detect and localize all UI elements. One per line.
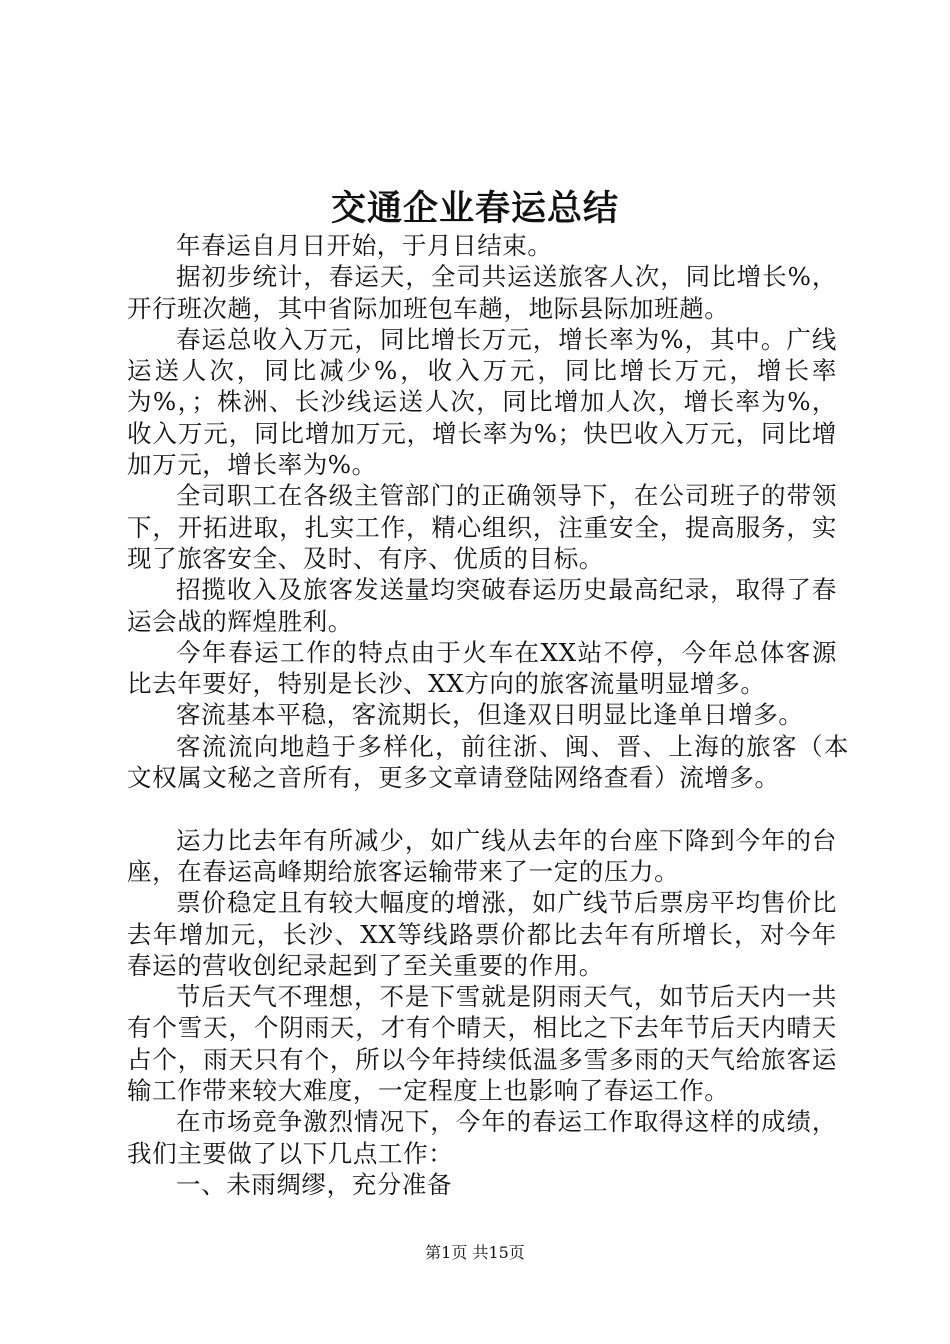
paragraph: 据初步统计，春运天，全司共运送旅客人次，同比增长%，开行班次趟，其中省际加班包车趟，地际县际加班趟。	[127, 262, 837, 323]
paragraph: 招揽收入及旅客发送量均突破春运历史最高纪录，取得了春运会战的辉煌胜利。	[127, 575, 837, 636]
paragraph: 运力比去年有所减少，如广线从去年的台座下降到今年的台座，在春运高峰期给旅客运输带来了一定的压力。	[127, 825, 837, 886]
document-title: 交通企业春运总结	[330, 188, 619, 229]
paragraph: 春运总收入万元，同比增长万元，增长率为%，其中。广线运送人次，同比减少%，收入万元，同比增长万元，增长率为%，；株洲、长沙线运送人次，同比增加人次，增长率为%，收入万元，同比增加万元，增长率为%；快巴收入万元，同比增加万元，增长率为%。	[127, 324, 837, 480]
paragraph: 节后天气不理想，不是下雪就是阴雨天气，如节后天内一共有个雪天，个阴雨天，才有个晴天，相比之下去年节后天内晴天占个，雨天只有个，所以今年持续低温多雪多雨的天气给旅客运输工作带来较大难度，一定程度上也影响了春运工作。	[127, 982, 837, 1106]
paragraph: 客流基本平稳，客流期长，但逢双日明显比逢单日增多。	[176, 700, 804, 730]
paragraph: 年春运自月日开始，于月日结束。	[176, 231, 553, 260]
paragraph: 票价稳定且有较大幅度的增涨，如广线节后票房平均售价比去年增加元，长沙、XX等线路票价都比去年有所增长，对今年春运的营收创纪录起到了至关重要的作用。	[127, 888, 837, 980]
paragraph: 全司职工在各级主管部门的正确领导下，在公司班子的带领下，开拓进取，扎实工作，精心组织，注重安全，提高服务，实现了旅客安全、及时、有序、优质的目标。	[127, 481, 837, 573]
document-body	[127, 230, 849, 1200]
paragraph: 客流流向地趋于多样化，前往浙、闽、晋、上海的旅客（本文权属文秘之音所有，更多文章请登陆网络查看）流增多。	[127, 731, 849, 793]
page-footer: 第1页 共15页	[425, 1243, 525, 1262]
paragraph: 在市场竞争激烈情况下，今年的春运工作取得这样的成绩，我们主要做了以下几点工作：	[127, 1107, 837, 1168]
section-heading: 一、未雨绸缪，充分准备	[176, 1169, 453, 1199]
paragraph-spacer	[127, 793, 837, 824]
paragraph: 今年春运工作的特点由于火车在XX站不停，今年总体客源比去年要好，特别是长沙、XX方向的旅客流量明显增多。	[127, 637, 837, 699]
